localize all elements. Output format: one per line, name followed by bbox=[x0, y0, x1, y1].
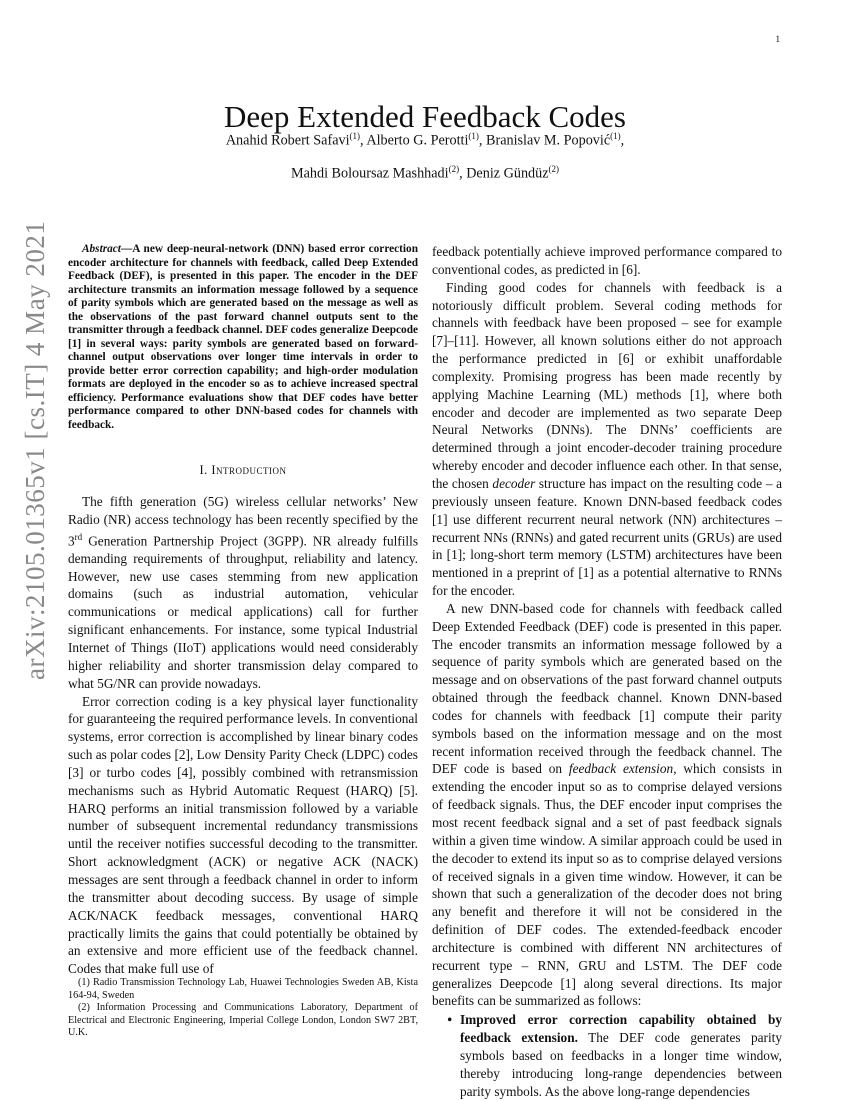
author-name: Branislav M. Popović bbox=[486, 132, 611, 149]
author-name: Anahid Robert Safavi bbox=[225, 132, 350, 149]
paragraph-text: , which consists in extending the encoder input so as to comprise delayed versions of feedback signals. Thus, the DEF encoder input comprises the most recent feedback signal and a set of past feedback signals within a given time window. A similar approach could be used in the decoder to extend its input so as to comprise delayed versions of received signals in a given time window. However, it can be shown that such a generalization of the decoder does not bring any benefit and therefore it will not be considered in the definition of DEF codes. The extended-feedback encoder architecture is combined with different NN architectures of recurrent type – RNN, GRU and LSTM. The DEF code generalizes Deepcode [1] along several directions. Its major benefits can be summarized as follows: bbox=[432, 761, 782, 1009]
superscript: rd bbox=[74, 531, 83, 542]
abstract-text: A new deep-neural-network (DNN) based error correction encoder architecture for channels with feedback, called Deep Extended Feedback (DEF), is presented in this paper. The encoder in the DEF architecture transmits an information message followed by a sequence of parity symbols which are generated based on the message as well as the observations of the past forward channel outputs sent to the transmitter through a feedback channel. DEF codes generalize Deepcode [1] in several ways: parity symbols are generated based on forward-channel output observations over longer time intervals in order to provide better error correction capability; and high-order modulation formats are deployed in the encoder so as to achieve increased spectral efficiency. Performance evaluations show that DEF codes have better performance compared to other DNN-based codes for channels with feedback. bbox=[68, 243, 418, 431]
paragraph-text: A new DNN-based code for channels with feedback called Deep Extended Feedback (DEF) code is presented in this paper. The encoder transmits an information message followed by a sequence of parity symbols which are generated based on the message and on observations of the past forward channel outputs obtained through the feedback channel. Known DNN-based codes for channels with feedback [1] compute their parity symbols based on the information message and on the most recent information received through the feedback channel. The DEF code is based on bbox=[432, 600, 782, 777]
bullet-icon: • bbox=[447, 1012, 452, 1028]
right-column bbox=[432, 243, 782, 1101]
author-name: Mahdi Boloursaz Mashhadi bbox=[290, 165, 449, 182]
paragraph bbox=[68, 493, 418, 693]
paragraph: Error correction coding is a key physical layer functionality for guaranteeing the required performance levels. In conventional systems, error correction is accomplished by linear binary codes such as polar codes [2], Low Density Parity Check (LDPC) codes [3] or turbo codes [4], possibly combined with retransmission mechanisms such as Hybrid Automatic Request (HARQ) [5]. HARQ performs an initial transmission followed by a variable number of subsequent incremental redundancy transmissions until the receiver notifies successful decoding to the transmitter. Short acknowledgment (ACK) or negative ACK (NACK) messages are sent through a feedback channel in order to inform the transmitter about decoding success. By usage of simple ACK/NACK feedback messages, conventional HARQ practically limits the gains that could potentially be obtained by an extensive and more efficient use of the feedback channel. Codes that make full use of bbox=[68, 693, 418, 977]
author-affiliation: (2) bbox=[448, 164, 460, 174]
section-number: I. bbox=[199, 463, 208, 477]
bullet-heading: Improved error correction capability obtained by feedback extension. bbox=[460, 1012, 782, 1046]
section-title: Introduction bbox=[211, 463, 287, 477]
page-number: 1 bbox=[775, 34, 780, 44]
author-name: Deniz Gündüz bbox=[466, 165, 549, 182]
footnotes bbox=[68, 977, 418, 1040]
author-affiliation: (1) bbox=[610, 131, 621, 141]
paragraph: feedback potentially achieve improved performance compared to conventional codes, as predicted in [6]. bbox=[432, 244, 782, 277]
author-separator: , bbox=[478, 132, 486, 149]
authors-line-1 bbox=[0, 131, 850, 150]
paragraph-text: structure has impact on the resulting code – a previously unseen feature. Known DNN-based feedback codes [1] use different recurrent neural network (NN) architectures – recurrent NNs (RNNs) and gated recurrent units (GRUs) are used in [1]; long-short term memory (LSTM) architectures have been mentioned in a preprint of [1] as a potential alternative to RNNs for the encoder. bbox=[432, 475, 782, 599]
author-separator: , bbox=[459, 165, 467, 182]
abstract bbox=[68, 243, 418, 432]
paragraph-text: Generation Partnership Project (3GPP). NR already fulfills demanding requirements of throughput, reliability and latency. However, new use cases stemming from new application domains (such as industrial automation, vehicular communications or medical applications) call for further significant enhancements. For instance, some typical Industrial Internet of Things (IIoT) applications would need considerably higher reliability and shorter transmission delay compared to what 5G/NR can provide nowadays. bbox=[68, 532, 418, 691]
paragraph-text: The fifth generation (5G) wireless cellular networks’ New Radio (NR) access technology has been recently specified by the 3 bbox=[68, 493, 418, 548]
left-column bbox=[68, 243, 418, 978]
author-affiliation: (1) bbox=[468, 131, 479, 141]
paper-title: Deep Extended Feedback Codes bbox=[223, 98, 626, 134]
bullet-body: The DEF code generates parity symbols based on feedbacks in a longer time window, thereby introducing long-range dependencies between parity symbols. As the above long-range dependencies bbox=[460, 1030, 782, 1099]
author-separator: , bbox=[360, 132, 367, 149]
abstract-label: Abstract bbox=[82, 243, 121, 255]
author-affiliation: (1) bbox=[349, 131, 361, 141]
bullet-text bbox=[460, 1011, 782, 1100]
footnote: (2) Information Processing and Communications Laboratory, Department of Electrical and Electronic Engineering, Imperial College London, London SW7 2BT, U.K. bbox=[68, 1002, 418, 1039]
footnote: (1) Radio Transmission Technology Lab, Huawei Technologies Sweden AB, Kista 164-94, Sweden bbox=[68, 977, 418, 1001]
author-affiliation: (2) bbox=[548, 164, 560, 174]
paragraph-text: Finding good codes for channels with feedback is a notoriously difficult problem. Several coding methods for channels with feedback have been proposed – see for example [7]–[11]. However, all known solutions either do not approach the performance predicted in [6] or exhibit unaffordable complexity. Promising progress has been made recently by applying Machine Learning (ML) methods [1], where both encoder and decoder are implemented as two separate Deep Neural Networks (DNNs). The DNNs’ coefficients are determined through a joint encoder-decoder training procedure whereby encoder and decoder influence each other. In that sense, the chosen bbox=[432, 279, 782, 491]
bullet-item bbox=[432, 1011, 782, 1100]
paragraph bbox=[432, 279, 782, 600]
abstract-dash: — bbox=[120, 243, 133, 255]
emphasis: feedback extension bbox=[568, 761, 674, 777]
arxiv-stamp-text: arXiv:2105.01365v1 [cs.IT] 4 May 2021 bbox=[20, 220, 50, 680]
authors-line-2 bbox=[0, 164, 850, 183]
author-separator: , bbox=[620, 132, 625, 149]
paragraph bbox=[432, 600, 782, 1010]
author-name: Alberto G. Perotti bbox=[366, 132, 469, 149]
section-heading bbox=[68, 462, 418, 480]
emphasis: decoder bbox=[492, 475, 536, 491]
